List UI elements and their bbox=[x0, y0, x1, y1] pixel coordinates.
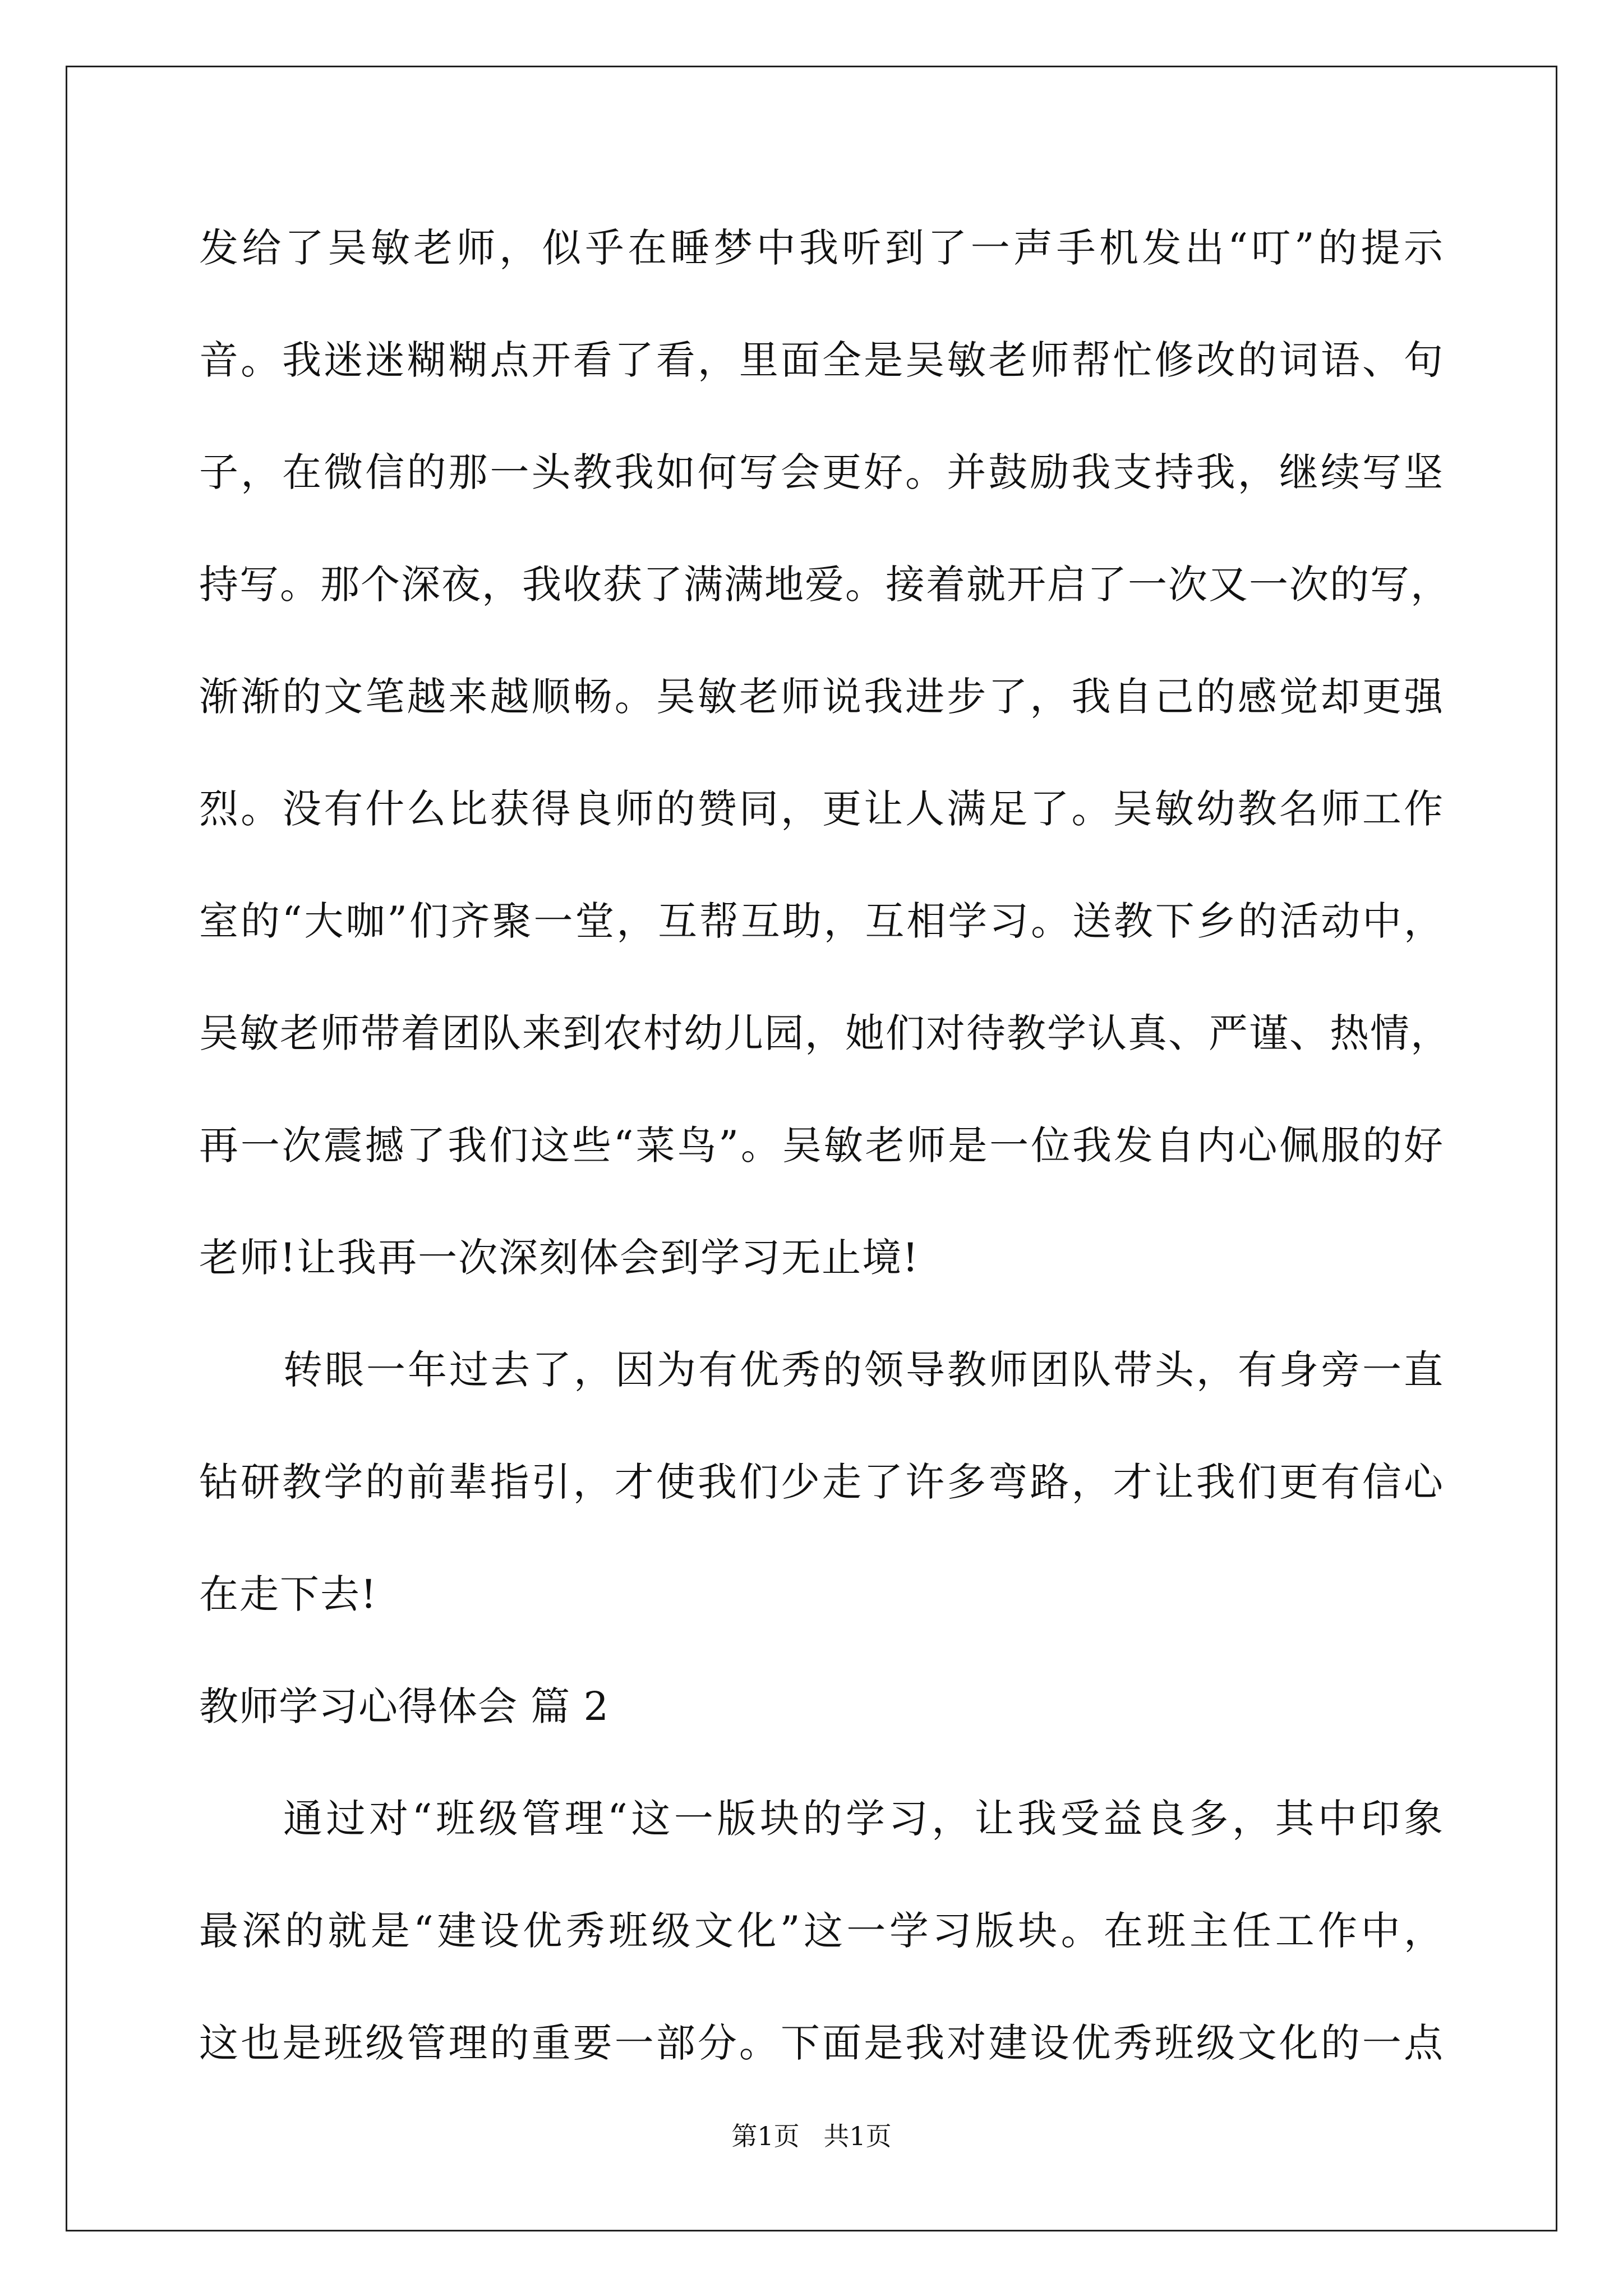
paragraph-line: 渐渐的文笔越来越顺畅。吴敏老师说我进步了，我自己的感觉却更强 bbox=[199, 674, 1444, 720]
paragraph-line: 烈。没有什么比获得良师的赞同，更让人满足了。吴敏幼教名师工作 bbox=[199, 786, 1444, 832]
paragraph-line: 再一次震撼了我们这些“菜鸟”。吴敏老师是一位我发自内心佩服的好 bbox=[199, 1122, 1444, 1168]
paragraph-line: 子，在微信的那一头教我如何写会更好。并鼓励我支持我，继续写坚 bbox=[199, 449, 1444, 495]
paragraph-line: 转眼一年过去了，因为有优秀的领导教师团队带头，有身旁一直 bbox=[283, 1347, 1444, 1393]
paragraph-line: 持写。那个深夜，我收获了满满地爱。接着就开启了一次又一次的写， bbox=[199, 562, 1451, 608]
paragraph-line: 发给了吴敏老师，似乎在睡梦中我听到了一声手机发出“叮”的提示 bbox=[199, 225, 1444, 271]
paragraph-line: 在走下去! bbox=[199, 1571, 378, 1617]
paragraph-line: 这也是班级管理的重要一部分。下面是我对建设优秀班级文化的一点 bbox=[199, 2020, 1444, 2066]
paragraph-line: 钻研教学的前辈指引，才使我们少走了许多弯路，才让我们更有信心 bbox=[199, 1459, 1444, 1505]
page-footer bbox=[0, 2119, 1623, 2153]
paragraph-line: 室的“大咖”们齐聚一堂，互帮互助，互相学习。送教下乡的活动中， bbox=[199, 898, 1444, 944]
paragraph-line: 音。我迷迷糊糊点开看了看，里面全是吴敏老师帮忙修改的词语、句 bbox=[199, 337, 1444, 383]
paragraph-line: 老师!让我再一次深刻体会到学习无止境! bbox=[199, 1235, 920, 1281]
paragraph-line: 最深的就是“建设优秀班级文化”这一学习版块。在班主任工作中， bbox=[199, 1908, 1444, 1954]
paragraph-line: 吴敏老师带着团队来到农村幼儿园，她们对待教学认真、严谨、热情， bbox=[199, 1010, 1451, 1056]
page-total: 共1页 bbox=[823, 2121, 892, 2151]
page-number: 第1页 bbox=[731, 2121, 800, 2151]
paragraph-line: 通过对“班级管理“这一版块的学习，让我受益良多，其中印象 bbox=[283, 1796, 1444, 1842]
section-heading: 教师学习心得体会 篇 2 bbox=[199, 1683, 610, 1729]
